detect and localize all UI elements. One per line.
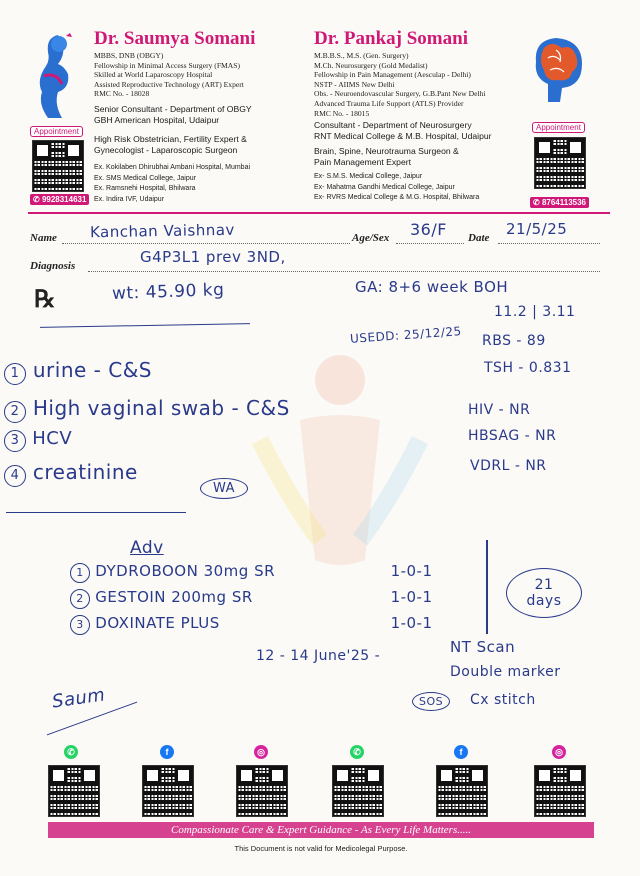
doctor-signature: Saum: [50, 684, 107, 713]
hiv-note: HIV - NR: [468, 402, 531, 418]
left-doctor-credentials: [94, 51, 244, 99]
medicine-dose: 1-0-1: [390, 562, 433, 580]
specialty-line: Gynecologist - Laparoscopic Surgeon: [94, 144, 238, 155]
diagnosis-label: Diagnosis: [30, 260, 76, 272]
tsh-note: TSH - 0.831: [484, 360, 572, 376]
medicine-item: [70, 614, 433, 640]
investigations-list: [4, 358, 290, 492]
rx-symbol: ℞: [34, 284, 56, 313]
position-line: Senior Consultant - Department of OBGY: [94, 104, 252, 114]
medicine-number: 3: [70, 615, 90, 635]
right-doctor-position: [314, 120, 492, 141]
experience-line: Ex- Mahatma Gandhi Medical College, Jaipur: [314, 183, 455, 191]
whatsapp-icon: ✆: [33, 195, 42, 204]
whatsapp-icon: ✆: [64, 745, 78, 759]
rbs-note: RBS - 89: [482, 333, 546, 349]
credential-line: Fellowship in Pain Management (Aesculap - Delhi): [314, 70, 471, 80]
investigation-text: creatinine: [32, 460, 138, 484]
followup-test-double-marker: Double marker: [450, 664, 561, 680]
hbsag-note: HBSAG - NR: [468, 428, 557, 444]
footer-disclaimer: This Document is not valid for Medicolegal Purpose.: [234, 844, 408, 853]
investigation-number: 1: [4, 363, 26, 385]
right-appointment-label: Appointment: [532, 122, 585, 133]
patient-name-value: Kanchan Vaishnav: [89, 220, 236, 242]
investigation-item: [4, 396, 290, 428]
experience-line: Ex- RVRS Medical College & M.G. Hospital, Bhilwara: [314, 194, 480, 201]
facebook-icon: f: [160, 745, 174, 759]
right-doctor-experience: [314, 172, 479, 204]
specialty-line: Pain Management Expert: [314, 156, 411, 167]
pregnant-woman-icon: [28, 30, 80, 122]
medicine-name: DYDROBOON 30mg SR: [95, 562, 276, 580]
experience-line: Ex. Ramsnehi Hospital, Bhilwara: [94, 185, 196, 192]
agesex-value: 36/F: [410, 220, 447, 239]
medicine-item: [70, 588, 433, 614]
medicine-list: [70, 562, 433, 640]
header-divider: [28, 212, 610, 214]
experience-line: Ex. SMS Medical College, Jaipur: [94, 174, 196, 182]
investigation-item: [4, 358, 290, 390]
left-phone-number: 9928314631: [41, 195, 87, 204]
credential-line: NSTP - AIIMS New Delhi: [314, 79, 395, 89]
left-phone: [30, 194, 89, 205]
edd-note: USEDD: 25/12/25: [349, 324, 463, 346]
experience-line: Ex. Indira IVF, Udaipur: [94, 195, 165, 203]
cx-stitch-note: Cx stitch: [470, 692, 536, 708]
experience-line: Ex. Kokilaben Dhirubhai Ambani Hospital, Mumbai: [94, 164, 251, 171]
hb-note: 11.2 | 3.11: [494, 304, 576, 320]
ga-note: GA: 8+6 week BOH: [355, 278, 509, 296]
name-line: [62, 243, 350, 244]
diagnosis-value: G4P3L1 prev 3ND,: [140, 248, 286, 266]
date-value: 21/5/25: [506, 220, 568, 238]
right-doctor-specialty: [314, 146, 459, 167]
duration-note: 21 days: [506, 568, 582, 618]
agesex-label: Age/Sex: [352, 232, 390, 244]
right-appointment-qr: [534, 137, 586, 189]
followup-date: 12 - 14 June'25 -: [256, 648, 381, 664]
credential-line: Skilled at World Laparoscopy Hospital: [94, 70, 213, 80]
duration-bracket: [486, 540, 488, 634]
investigations-underline: [6, 512, 186, 513]
date-line: [498, 243, 600, 244]
left-doctor-experience: [94, 163, 250, 205]
whatsapp-qr: [332, 765, 384, 817]
specialty-line: High Risk Obstetrician, Fertility Expert &: [94, 134, 247, 144]
position-line: GBH American Hospital, Udaipur: [94, 114, 220, 125]
medicine-name: DOXINATE PLUS: [95, 614, 220, 632]
investigation-text: HCV: [32, 428, 73, 449]
credential-line: M.Ch. Neurosurgery (Gold Medalist): [314, 60, 428, 70]
medicine-item: [70, 562, 433, 588]
credential-line: RMC No. - 18028: [94, 89, 150, 99]
facebook-icon: f: [454, 745, 468, 759]
credential-line: Fellowship in Minimal Access Surgery (FMAS): [94, 60, 241, 70]
facebook-qr: [142, 765, 194, 817]
medicine-name: GESTOIN 200mg SR: [95, 588, 253, 606]
footer-banner: Compassionate Care & Expert Guidance - As Every Life Matters.....: [48, 822, 594, 838]
credential-line: M.B.B.S., M.S. (Gen. Surgery): [314, 51, 409, 60]
credential-line: Assisted Reproductive Technology (ART) Expert: [94, 79, 244, 89]
specialty-line: Brain, Spine, Neurotrauma Surgeon &: [314, 146, 459, 156]
whatsapp-icon: ✆: [533, 198, 542, 207]
brain-icon: [526, 28, 590, 120]
credential-line: Obs. - Neuroendovascular Surgery, G.B.Pant New Delhi: [314, 89, 486, 99]
whatsapp-qr: [48, 765, 100, 817]
investigation-number: 2: [4, 401, 26, 423]
investigation-text: High vaginal swab - C&S: [32, 396, 290, 420]
investigation-number: 3: [4, 430, 26, 452]
medicine-dose: 1-0-1: [390, 588, 433, 606]
investigation-text: urine - C&S: [32, 358, 152, 382]
weight-underline: [40, 323, 250, 328]
whatsapp-icon: ✆: [350, 745, 364, 759]
sos-note: SOS: [412, 692, 450, 711]
facebook-qr: [436, 765, 488, 817]
instagram-qr: [236, 765, 288, 817]
date-label: Date: [468, 232, 490, 244]
left-doctor-specialty: [94, 134, 247, 155]
medicine-number: 1: [70, 563, 90, 583]
medicine-dose: 1-0-1: [390, 614, 433, 632]
position-line: RNT Medical College & M.B. Hospital, Udaipur: [314, 130, 492, 141]
diagnosis-line: [88, 271, 600, 272]
instagram-qr: [534, 765, 586, 817]
instagram-icon: ◎: [552, 745, 566, 759]
right-phone: [530, 197, 589, 208]
left-doctor-position: [94, 104, 252, 125]
name-label: Name: [30, 232, 57, 244]
wa-note: WA: [200, 478, 248, 499]
experience-line: Ex- S.M.S. Medical College, Jaipur: [314, 173, 423, 180]
left-appointment-label: Appointment: [30, 126, 83, 137]
investigation-number: 4: [4, 465, 26, 487]
credential-line: MBBS, DNB (OBGY): [94, 51, 164, 60]
left-doctor-name: Dr. Saumya Somani: [94, 28, 256, 49]
right-doctor-credentials: [314, 51, 485, 118]
social-qr-row: [48, 745, 598, 825]
followup-test-nt-scan: NT Scan: [450, 638, 516, 656]
credential-line: Advanced Trauma Life Support (ATLS) Provider: [314, 98, 464, 108]
instagram-icon: ◎: [254, 745, 268, 759]
medicine-number: 2: [70, 589, 90, 609]
weight-note: wt: 45.90 kg: [111, 280, 225, 304]
right-phone-number: 8764113536: [541, 198, 586, 207]
agesex-line: [396, 243, 464, 244]
investigation-item: [4, 428, 290, 460]
credential-line: RMC No. - 18015: [314, 108, 370, 118]
position-line: Consultant - Department of Neurosurgery: [314, 120, 472, 130]
vdrl-note: VDRL - NR: [470, 458, 547, 474]
advice-label: Adv: [130, 538, 164, 558]
left-appointment-qr: [32, 140, 84, 192]
right-doctor-name: Dr. Pankaj Somani: [314, 28, 468, 49]
